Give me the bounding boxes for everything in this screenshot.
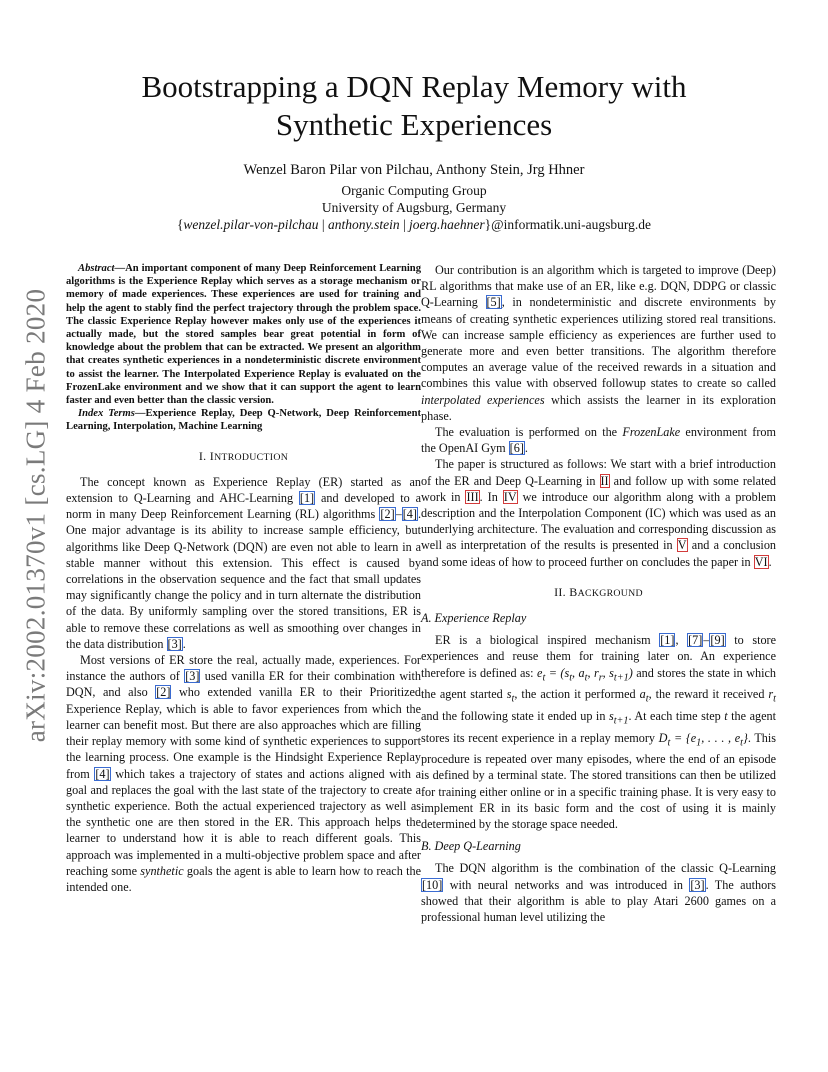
citation-link[interactable]: [2] bbox=[156, 685, 171, 700]
affiliation-group: Organic Computing Group bbox=[341, 183, 487, 198]
email-domain: }@informatik.uni-augsburg.de bbox=[484, 217, 652, 232]
citation-link[interactable]: [5] bbox=[486, 295, 501, 310]
math-sub: t bbox=[511, 693, 515, 705]
abstract-text: —An important component of many Deep Reinforcement Learning algorithms is the Experience Replay which serves as a storage mechanism or memory of made experiences. These experiences are used for training and help the agent to stably find the perfect trajectory through the problem space. The classic Experience Replay however makes only use of the experiences it actually made, but the stored samples bear great potential in form of knowledge about the problem that can be extracted. We present an algorithm that creates synthetic experiences in a nondeterministic discrete environment to assist the learner. The Interpolated Experience Replay is evaluated on the FrozenLake environment and we show that it can support the agent to learn faster and even better than the classic version. bbox=[66, 263, 421, 407]
math-run: , s bbox=[602, 665, 614, 680]
evaluation-paragraph bbox=[421, 424, 776, 456]
section-heading-introduction bbox=[66, 448, 421, 466]
math-run: = {e bbox=[670, 730, 697, 745]
math-sub: t bbox=[569, 672, 573, 684]
math-run: s bbox=[506, 687, 512, 702]
author-emails bbox=[60, 216, 768, 233]
citation-link[interactable]: [3] bbox=[167, 636, 182, 651]
text-run: . bbox=[524, 441, 528, 456]
abstract bbox=[66, 262, 421, 434]
text-run: The concept known as Experience Replay (ER) started as an extension to Q-Learning and AHC-Learning bbox=[66, 474, 421, 506]
text-run: , the action it performed bbox=[514, 687, 640, 702]
section-link[interactable]: IV bbox=[503, 489, 517, 504]
text-run: the agent stores its recent experience in a replay memory bbox=[421, 708, 776, 745]
text-run: Our contribution is an algorithm which is targeted to improve (Deep) RL algorithms that make use of an ER, like e.g. DQN, DDPG or classic Q-Learning bbox=[421, 263, 776, 310]
text-run: which takes a trajectory of states and actions aligned with a goal and replaces the goal with the last state of the trajectory to create a synthetic experience. Both the actual experienced trajectory as well as the synthetic one are then stored in the ER. This approach helps the learner to understand how it is able to reach different goals. This approach was implemented in a multi-objective problem space and after reaching some bbox=[66, 766, 421, 878]
section-link[interactable]: III bbox=[466, 489, 479, 504]
section-number: II. bbox=[554, 584, 570, 599]
math-sub: t+1 bbox=[613, 672, 629, 684]
abstract-label: Abstract bbox=[78, 263, 115, 274]
math-var: t bbox=[724, 708, 728, 723]
text-run: and the following state it ended up in bbox=[421, 708, 609, 723]
citation-link[interactable]: [9] bbox=[710, 633, 725, 648]
section-rest: NTRODUCTION bbox=[214, 451, 289, 463]
index-terms bbox=[66, 407, 421, 433]
email-user-3: joerg.haehner bbox=[409, 217, 485, 232]
math-var bbox=[608, 708, 629, 727]
section-initial: B bbox=[569, 584, 578, 599]
text-run: which assists the learner in its exploration phase. bbox=[421, 392, 776, 423]
text-run: – bbox=[395, 507, 402, 522]
abstract-paragraph bbox=[66, 262, 421, 407]
emphasis: interpolated experiences bbox=[421, 392, 545, 407]
math-sub: 1 bbox=[696, 737, 702, 749]
section-initial: I bbox=[209, 448, 215, 463]
math-var bbox=[768, 687, 776, 705]
deep-q-learning-paragraph bbox=[421, 860, 776, 925]
math-sub: t bbox=[645, 693, 649, 705]
text-run: . This procedure is repeated over many episodes, where the end of an episode is defined by a terminal state. The stored transitions can then be utilized for training either online or in a specific training phase. It is very easy to implement ER in its basic form and the cost of using it is mainly determined by the storage space needed. bbox=[421, 730, 776, 832]
text-run: with neural networks and was introduced in bbox=[443, 877, 690, 892]
text-run: , bbox=[675, 633, 688, 648]
text-run: Most versions of ER store the real, actually made, experiences. For instance the authors of bbox=[66, 653, 421, 684]
right-column bbox=[421, 262, 776, 925]
intro-paragraph-1 bbox=[66, 474, 421, 652]
text-run: and follow up with some related work in bbox=[421, 473, 776, 504]
section-link[interactable]: II bbox=[600, 473, 609, 488]
author-names: Wenzel Baron Pilar von Pilchau, Anthony Stein, Jrg Hhner bbox=[243, 162, 585, 178]
math-run: a bbox=[639, 687, 646, 702]
section-number: I. bbox=[198, 448, 210, 463]
emphasis: synthetic bbox=[140, 863, 184, 878]
left-column bbox=[66, 262, 421, 895]
citation-link[interactable]: [7] bbox=[688, 633, 703, 648]
section-link[interactable]: VI bbox=[754, 554, 768, 569]
index-terms-label: Index Terms bbox=[78, 408, 135, 420]
math-run: s bbox=[608, 708, 614, 723]
text-run: goals the agent is able to learn how to reach the intended one. bbox=[66, 863, 421, 894]
citation-link[interactable]: [4] bbox=[95, 766, 110, 781]
author-block bbox=[60, 162, 768, 233]
math-run: D bbox=[658, 730, 668, 745]
email-user-2: anthony.stein bbox=[327, 217, 400, 232]
math-run: r bbox=[768, 687, 774, 702]
experience-formula bbox=[537, 665, 633, 684]
math-sub: t bbox=[773, 693, 776, 705]
math-sub: t bbox=[584, 672, 588, 684]
text-run: environment from the OpenAI Gym bbox=[421, 425, 776, 456]
citation-link[interactable]: [3] bbox=[690, 877, 705, 892]
math-sub: t bbox=[542, 672, 546, 684]
text-run: The evaluation is performed on the bbox=[435, 425, 623, 440]
experience-replay-paragraph bbox=[421, 632, 776, 832]
email-separator: | bbox=[318, 217, 328, 232]
citation-link[interactable]: [4] bbox=[402, 507, 417, 522]
text-run: ER is a biological inspired mechanism bbox=[435, 633, 660, 648]
math-run: e bbox=[537, 665, 543, 680]
email-brace: { bbox=[176, 217, 184, 232]
email-separator: | bbox=[399, 217, 410, 232]
text-run: The paper is structured as follows: We start with a brief introduction of the ER and Deep Q-Learning in bbox=[421, 457, 776, 488]
text-run: to store experiences and reuse them for training later on. An experience therefore is defined as: bbox=[421, 633, 777, 680]
math-var bbox=[639, 687, 649, 705]
text-run: , the reward it received bbox=[648, 687, 769, 702]
contribution-paragraph bbox=[421, 262, 776, 424]
citation-link[interactable]: [2] bbox=[380, 507, 395, 522]
email-user-1: wenzel.pilar-von-pilchau bbox=[183, 217, 319, 232]
section-rest: ACKGROUND bbox=[577, 587, 643, 599]
math-run: , . . . , e bbox=[701, 730, 741, 745]
title-line-1: Bootstrapping a DQN Replay Memory with bbox=[141, 69, 687, 104]
text-run: who extended vanilla ER to their Prioritized Experience Replay, which is able to favor experiences from which the learner can benefit most. But there are also approaches which are filling their replay memory with some kind of synthetic experiences to support the learning process. One example is the Hindsight Experience Replay from bbox=[66, 685, 421, 781]
section-heading-background bbox=[421, 584, 776, 602]
math-run: , a bbox=[572, 665, 585, 680]
text-run: and developed to a norm in many Deep Reinforcement Learning (RL) algorithms bbox=[66, 491, 421, 522]
math-run: ) bbox=[628, 665, 633, 680]
arxiv-sidebar-stamp bbox=[14, 290, 58, 740]
text-run: . At each time step bbox=[628, 708, 725, 723]
math-sub: r bbox=[598, 672, 603, 684]
section-link[interactable]: V bbox=[677, 538, 687, 553]
math-run: , r bbox=[587, 665, 599, 680]
citation-link[interactable]: [6] bbox=[509, 441, 524, 456]
arxiv-identifier: arXiv:2002.01370v1 [cs.LG] 4 Feb 2020 bbox=[20, 288, 51, 742]
text-run: . The authors showed that their algorithm is able to play Atari 2600 games on a professional human level utilizing the bbox=[421, 877, 777, 925]
text-run: The DQN algorithm is the combination of the classic Q-Learning bbox=[435, 861, 776, 876]
index-terms-text: —Experience Replay, Deep Q-Network, Deep Reinforcement Learning, Interpolation, Machine Learning bbox=[66, 408, 421, 433]
text-run: used vanilla ER for their combination with DQN, and also bbox=[66, 669, 421, 700]
text-run: and stores the state in which the agent started bbox=[421, 665, 776, 702]
structure-paragraph bbox=[421, 456, 776, 569]
math-sub: t+1 bbox=[613, 715, 629, 727]
text-run: and a conclusion and some ideas of how to proceed further on concludes the paper in bbox=[421, 538, 777, 569]
text-run: – bbox=[703, 633, 710, 648]
subsection-heading-deep-q-learning: B. Deep Q-Learning bbox=[421, 839, 521, 854]
text-run: we introduce our algorithm along with a problem description and the Interpolation Component (IC) which was used as an underlying architecture. The evaluation and corresponding discussion as well as interpretation of the results is presented in bbox=[421, 489, 777, 553]
subsection-heading-experience-replay: A. Experience Replay bbox=[421, 611, 527, 626]
replay-memory-formula bbox=[658, 730, 748, 749]
emphasis: FrozenLake bbox=[622, 425, 681, 440]
citation-link[interactable]: [1] bbox=[660, 633, 675, 648]
math-run: = (s bbox=[545, 665, 570, 680]
math-sub: t bbox=[740, 737, 743, 749]
citation-link[interactable]: [3] bbox=[185, 669, 200, 684]
text-run: . bbox=[768, 554, 772, 569]
text-run: . bbox=[182, 636, 186, 651]
intro-paragraph-2 bbox=[66, 652, 421, 895]
citation-link[interactable]: [10] bbox=[422, 877, 443, 892]
affiliation-university: University of Augsburg, Germany bbox=[321, 200, 507, 215]
text-run: . One major advantage is its ability to increase sample efficiency, but algorithms like Deep Q-Network (DQN) are even not able to learn in a stable manner without this extension. This effect is caused by correlations in the observation sequence and the fact that small updates may significantly change the policy and in turn alternate the distribution of the data. By uniformly sampling over the stored transitions, ER is able to remove these correlations as well as smoothing over changes in the data distribution bbox=[66, 507, 421, 651]
paper-title bbox=[60, 68, 768, 144]
math-run: } bbox=[742, 730, 748, 745]
math-sub: t bbox=[667, 737, 671, 749]
text-run: , in nondeterministic and discrete environments by means of creating synthetic experiences utilizing stored real transitions. We can increase sample efficiency as experiences are further used to generate more and even better transitions. The algorithm therefore computes an average value of the received rewards in a situation and combines this value with observed followup states to create so called bbox=[421, 295, 776, 391]
text-run: . In bbox=[479, 489, 503, 504]
title-line-2: Synthetic Experiences bbox=[275, 107, 553, 142]
citation-link[interactable]: [1] bbox=[299, 491, 315, 506]
